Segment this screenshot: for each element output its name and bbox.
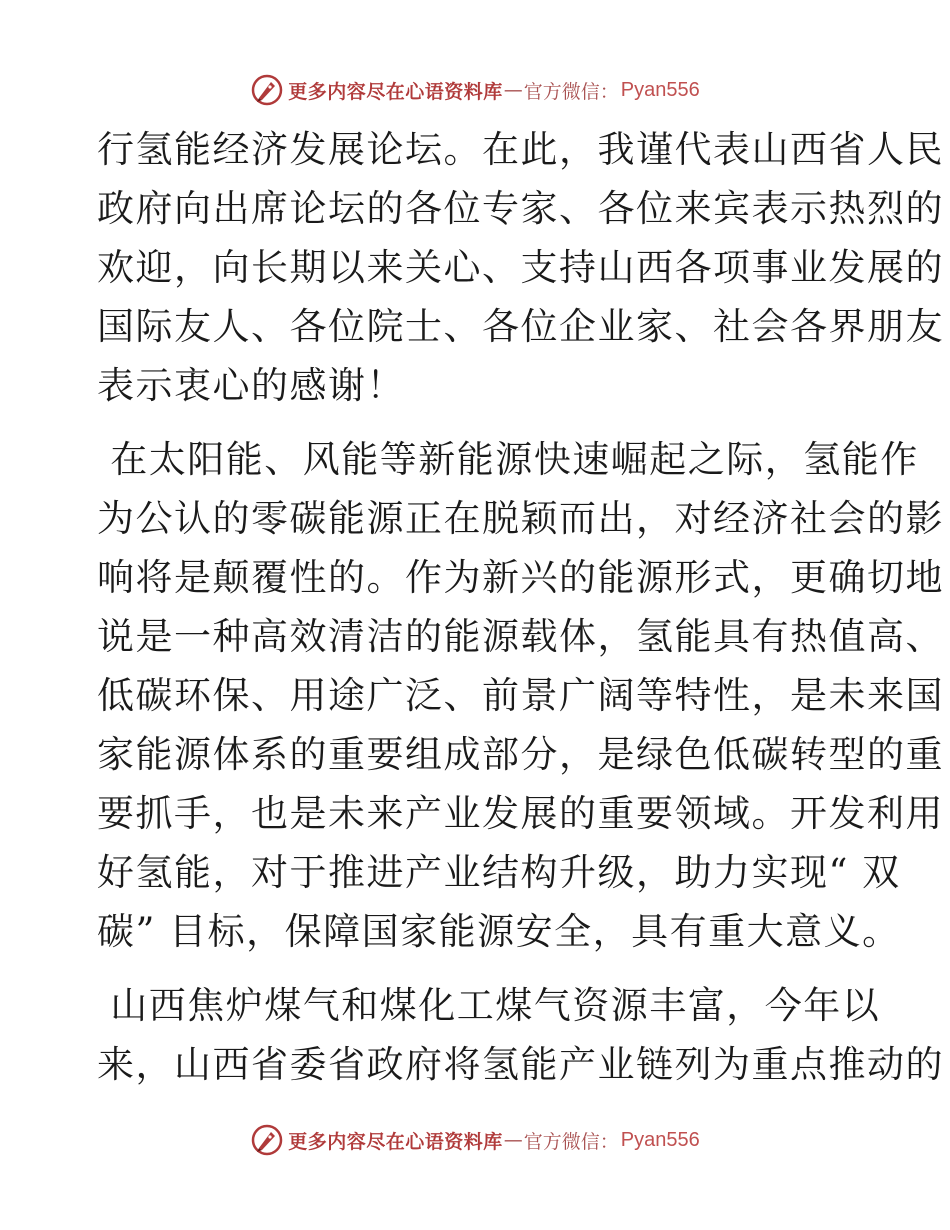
paragraph-3 — [97, 976, 944, 1094]
pen-nib-icon — [250, 1123, 284, 1157]
text-line: 好氢能，对于推进产业结构升级，助力实现“ 双 — [97, 851, 901, 894]
banner-dash: — — [503, 1129, 523, 1151]
text-line: 要抓手，也是未来产业发展的重要领域。开发利用 — [97, 792, 944, 835]
footer-banner — [0, 1120, 950, 1160]
text-line: 国际友人、各位院士、各位企业家、社会各界朋友 — [97, 305, 944, 348]
banner-wechat-label: 官方微信： — [523, 80, 619, 103]
text-line: 家能源体系的重要组成部分，是绿色低碳转型的重 — [97, 733, 944, 776]
text-line: 政府向出席论坛的各位专家、各位来宾表示热烈的 — [97, 187, 944, 230]
banner-handle: Pyan556 — [620, 78, 700, 101]
banner-brand: 更多内容尽在心语资料库 — [288, 80, 503, 103]
text-line: 行氢能经济发展论坛。在此，我谨代表山西省人民 — [97, 128, 944, 171]
header-banner — [0, 70, 950, 110]
text-line: 欢迎，向长期以来关心、支持山西各项事业发展的 — [97, 246, 944, 289]
banner-wechat-label: 官方微信： — [523, 1130, 619, 1153]
text-line: 山西焦炉煤气和煤化工煤气资源丰富，今年以 — [97, 984, 881, 1027]
paragraph-1 — [97, 120, 944, 415]
banner-handle: Pyan556 — [620, 1128, 700, 1151]
text-line: 表示衷心的感谢！ — [97, 364, 405, 407]
text-line: 说是一种高效清洁的能源载体，氢能具有热值高、 — [97, 615, 944, 658]
pen-nib-icon — [250, 73, 284, 107]
text-line: 为公认的零碳能源正在脱颖而出，对经济社会的影 — [97, 497, 944, 540]
text-line: 来，山西省委省政府将氢能产业链列为重点推动的 — [97, 1043, 944, 1086]
document-body — [97, 120, 944, 1094]
banner-brand: 更多内容尽在心语资料库 — [288, 1130, 503, 1153]
banner-dash: — — [503, 79, 523, 101]
text-line: 低碳环保、用途广泛、前景广阔等特性，是未来国 — [97, 674, 944, 717]
paragraph-2 — [97, 430, 944, 961]
text-line: 响将是颠覆性的。作为新兴的能源形式，更确切地 — [97, 556, 944, 599]
text-line: 碳” 目标，保障国家能源安全，具有重大意义。 — [97, 910, 901, 953]
text-line: 在太阳能、风能等新能源快速崛起之际，氢能作 — [97, 438, 919, 481]
